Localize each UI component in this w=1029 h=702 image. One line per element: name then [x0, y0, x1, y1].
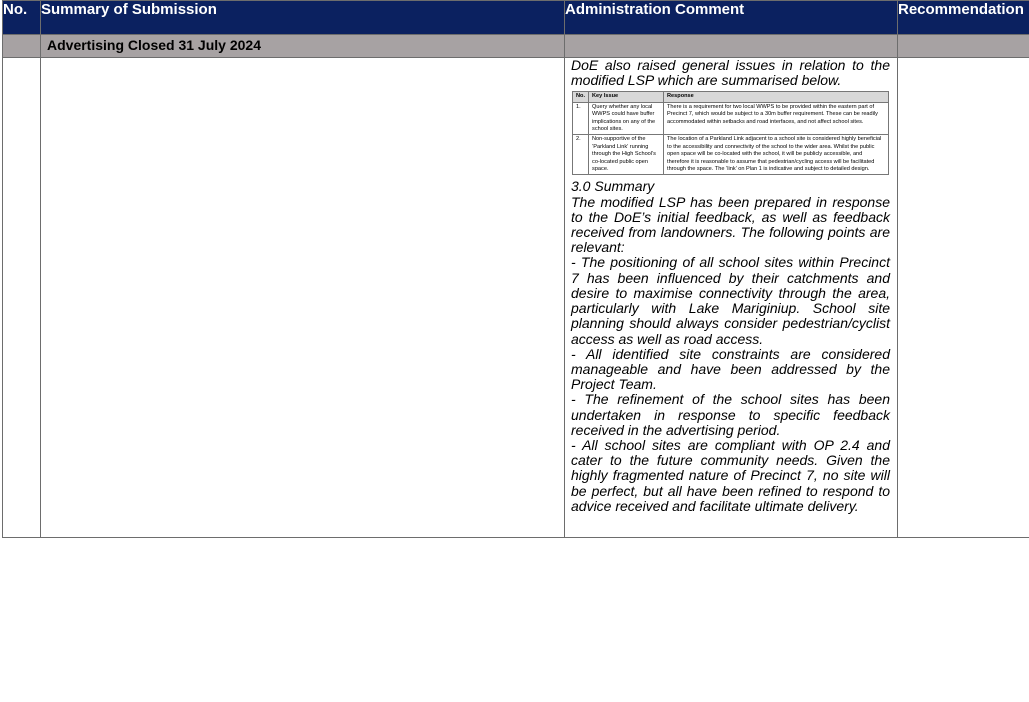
summary-point: - The positioning of all school sites within Precinct 7 has been influenced by their catchments and desire to maximise connectivity through the area, particularly with Lake Mariginiup. School site planning should always consider pedestrian/cyclist access as well as road access. [571, 254, 890, 347]
section-row [3, 35, 1029, 58]
row-summary-cell [41, 58, 565, 538]
key-issue-response: There is a requirement for two local WWPS to be provided within the eastern part of Precinct 7, which would be subject to a 30m buffer requirement. These can be readily accommodated within setbacks and road interfaces, and not affect school sites. [664, 102, 889, 135]
summary-point: - All school sites are compliant with OP 2.4 and cater to the future community needs. Given the highly fragmented nature of Precinct 7, no site will be perfect, but all have been refined to respond to advice received and facilitate ultimate delivery. [571, 436, 890, 514]
key-issues-header-no: No. [573, 92, 589, 102]
intro-line-1: DoE also raised general issues in relation to the [571, 57, 890, 73]
header-recommendation: Recommendation [898, 1, 1029, 35]
table-row [3, 58, 1029, 538]
section-rec-cell [898, 35, 1029, 58]
section-comment-cell [565, 35, 898, 58]
summary-point: - All identified site constraints are considered manageable and have been addressed by the Project Team. [571, 345, 890, 393]
key-issue-text: Non-supportive of the ‘Parkland Link’ running through the High School’s co-located public open space. [589, 135, 664, 175]
key-issues-header-row [573, 92, 889, 102]
key-issue-row [573, 135, 889, 175]
key-issues-table [572, 91, 889, 175]
summary-heading: 3.0 Summary [571, 178, 655, 195]
administration-comment [565, 58, 897, 514]
table-header-row [3, 1, 1029, 35]
summary-paragraph: The modified LSP has been prepared in response to the DoE’s initial feedback, as well as feedback received from landowners. The following points are relevant: [571, 193, 890, 256]
key-issues-header-issue: Key Issue [589, 92, 664, 102]
submissions-table [2, 0, 1029, 538]
key-issues-header-response: Response [664, 92, 889, 102]
key-issue-no: 1. [573, 102, 589, 135]
key-issue-no: 2. [573, 135, 589, 175]
section-title: Advertising Closed 31 July 2024 [47, 37, 261, 53]
key-issue-response: The location of a Parkland Link adjacent to a school site is considered highly beneficial to the accessibility and connectivity of the school to the wider area. Whilst the public open space will be co-located with the school, it will be publicly accessible, and therefore it is reasonable to assume that pedestrian/cycling access will be facilitated through the space. The ‘link’ on Plan 1 is indicative and subject to detailed design. [664, 135, 889, 175]
row-comment-cell [565, 58, 898, 538]
row-recommendation-cell [898, 58, 1029, 538]
header-no: No. [3, 1, 41, 35]
section-title-cell [41, 35, 565, 58]
header-comment: Administration Comment [565, 1, 898, 35]
section-no-cell [3, 35, 41, 58]
key-issue-row [573, 102, 889, 135]
row-no-cell [3, 58, 41, 538]
intro-line-2: modified LSP which are summarised below. [571, 72, 842, 89]
summary-point: - The refinement of the school sites has been undertaken in response to specific feedback received in the advertising period. [571, 391, 890, 438]
key-issue-text: Query whether any local WWPS could have buffer implications on any of the school sites. [589, 102, 664, 135]
header-summary: Summary of Submission [41, 1, 565, 35]
